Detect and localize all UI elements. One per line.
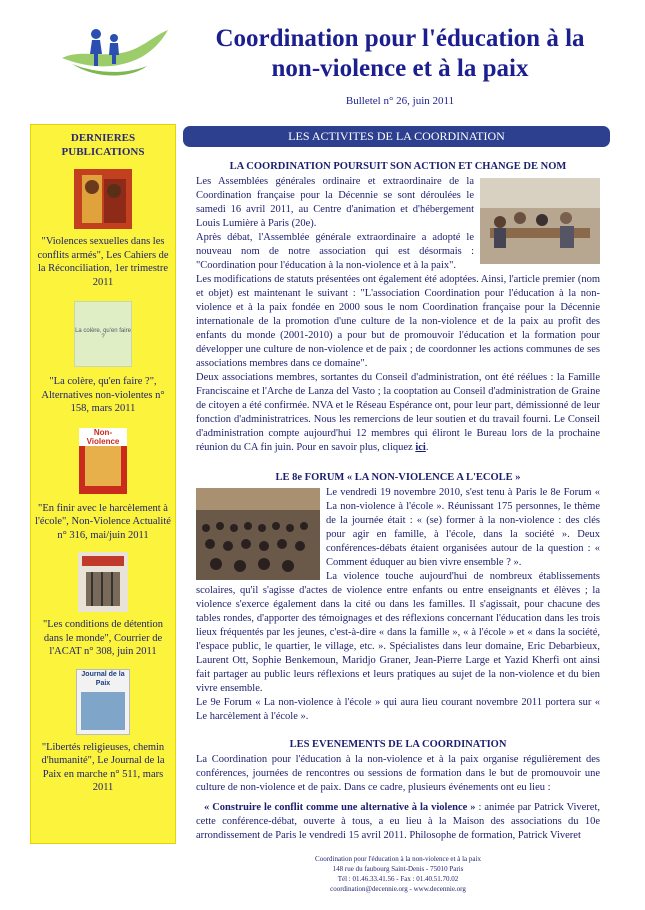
section1-paragraph-2: Après débat, l'Assemblée générale extraordinaire a adopté le nouveau nom de notre association qui est désormais : "Coordination pour l'éducation à la non-violence et à la paix". [196,232,474,271]
sidebar-heading-line-2: PUBLICATIONS [61,146,145,158]
title-line-2: non-violence et à la paix [271,55,529,82]
cover-courrier-acat[interactable] [78,552,128,612]
cover-cahiers-reconciliation[interactable] [74,169,132,229]
publication-4-text: "Les conditions de détention dans le monde", Courrier de l'ACAT n° 308, juin 2011 [42,619,164,657]
bulletin-number: Bulletel n° 26, juin 2011 [345,95,455,107]
publications-sidebar [30,124,176,844]
section1-title: LA COORDINATION POURSUIT SON ACTION ET CHANGE DE NOM [229,161,567,172]
section-coordination-name [196,160,600,455]
cover-non-violence-actualite[interactable] [79,428,127,494]
publication-5-text: "Libertés religieuses, chemin d'humanité", Le Journal de la Paix en marche n° 511, mars 2011 [41,741,165,793]
more-info-link[interactable]: ici [415,442,426,453]
page-title [180,24,620,84]
cover-journal-paix-en-marche[interactable] [76,669,130,735]
section-events [196,738,600,843]
section3-paragraph-2 [196,801,600,843]
section1-paragraph-4 [196,371,600,455]
assembly-photo [480,178,600,264]
section1-paragraph-3: Les modifications de statuts présentées ont également été adoptées. Ainsi, l'article premier (nom et objet) est maintenant le suivant : "L'association Coordination pour l'éducation à la non-violence et à la paix fondée en 2000 sous le nom Coordination française pour la Décennie internationale de la promotion d'une culture de la non-violence et de la paix au profit des enfants du monde (2001-2010) a pour but de promouvoir l'éducation et la formation pour développer une culture de non-violence et de paix ; de coordonner les actions communes de ses associations membres dans ce domaine". [196,274,600,369]
cover-2-title: La colère, qu'en faire ? [75,328,131,340]
publication-1-text: "Violences sexuelles dans les conflits armés", Les Cahiers de la Réconciliation, 1er trimestre 2011 [37,236,169,288]
conference-title: « Construire le conflit comme une alternative à la violence » [204,802,476,813]
footer-contact[interactable]: coordination@decennie.org - www.decennie.org [330,885,466,893]
cover-5-title: Journal de la Paix [81,670,125,687]
section-banner: LES ACTIVITES DE LA COORDINATION [183,126,610,147]
section2-title: LE 8e FORUM « LA NON-VIOLENCE A L'ECOLE » [275,472,521,483]
publication-3-text: "En finir avec le harcèlement à l'école", Non-Violence Actualité n° 316, mai/juin 2011 [35,502,171,541]
section3-paragraph-1: La Coordination pour l'éducation à la non-violence et à la paix organise régulièrement des conférences, journées de rencontres ou sessions de formation dans le but de promouvoir une culture de non-violence et de paix. Dans ce cadre, plusieurs événements ont eu lieu : [196,754,600,793]
section1-paragraph-4-text: Deux associations membres, sortantes du Conseil d'administration, ont été réélues : la Famille Franciscaine et l'Arche de Lanza del Vasto ; la cooptation au Conseil d'administration de Graine de citoyen a été confirmée. NVA et le Réseau Espérance ont, pour leur part, démissionné de leur fonction d'administratrices. Nous les remercions de leur soutien et du travail fourni. Le Conseil d'administration compte aujourd'hui 12 membres qui éliront le Bureau lors de la prochaine réunion du CA fin juin. Pour en savoir plus, cliquez [196,372,600,453]
dove-logo [52,20,172,80]
footer-address: 148 rue du faubourg Saint-Denis - 75010 Paris [332,865,464,873]
cover-alternatives-non-violentes[interactable] [74,301,132,367]
section2-paragraph-1: Le vendredi 19 novembre 2010, s'est tenu à Paris le 8e Forum « La non-violence à l'école ». Réunissant 175 personnes, le thème de la journée était : « (se) former à la non-violence : des clés pour agir en famille, à l'école, dans la société ». Deux conférences-débats étaient organisées autour de la question : « Comment éduquer au bien vivre ensemble ? ». [326,487,600,568]
section1-paragraph-4-end: . [425,442,429,453]
footer-org: Coordination pour l'éducation à la non-violence et à la paix [315,855,481,863]
sidebar-heading-line-1: DERNIERES [70,132,136,144]
sidebar-heading [31,131,175,159]
cover-3-title: Non-Violence [79,428,127,446]
section2-paragraph-3: Le 9e Forum « La non-violence à l'école » qui aura lieu courant novembre 2011 portera sur « Le harcèlement à l'école ». [196,697,600,722]
section3-paragraph-2-text: : animée par Patrick Viveret, cette conférence-débat, ouverte à tous, a eu lieu à la Maison des associations du 10e arrondissement de Paris le vendredi 15 avril 2011. Philosophe de formation, Patrick Viveret [196,802,600,841]
forum-audience-photo [196,488,320,580]
section1-paragraph-1: Les Assemblées générales ordinaire et extraordinaire de la Coordination française pour la Décennie se sont déroulées le samedi 16 avril 2011, au Centre d'animation et d'hébergement Louis Lumière à Paris (20e). [196,176,474,229]
footer [196,854,600,894]
section-forum [196,471,600,724]
title-line-1: Coordination pour l'éducation à la [215,25,585,52]
publication-2-text: "La colère, qu'en faire ?", Alternatives non-violentes n° 158, mars 2011 [41,376,165,414]
footer-phone: Tél : 01.46.33.41.56 - Fax : 01.40.51.70.02 [337,875,459,883]
section3-title: LES EVENEMENTS DE LA COORDINATION [289,739,507,750]
section2-paragraph-2: La violence touche aujourd'hui de nombreux établissements scolaires, qu'il s'agisse d'actes de violence entre enfants ou entre enseignants et élèves ; la violence s'exerce également dans la cité ou dans les familles. Il s'agissait, pour chacune des tables rondes, d'apporter des témoignages et des réflexions concernant l'éducation dans les trois lieux fréquentés par les jeunes, c'est-à-dire « dans la famille », « à l'école » et « dans la société, l'espace public, le quartier, le village, etc. ». Spécialistes dans leur domaine, Eric Debarbieux, Laurent Ott, Sophie Benkemoun, Maridjo Graner, Jean-Pierre Large et Yazid Kherfi ont ainsi fait partager au public leurs réflexions et leurs pratiques au sujet de la non-violence et du bien vivre ensemble. [196,571,600,694]
